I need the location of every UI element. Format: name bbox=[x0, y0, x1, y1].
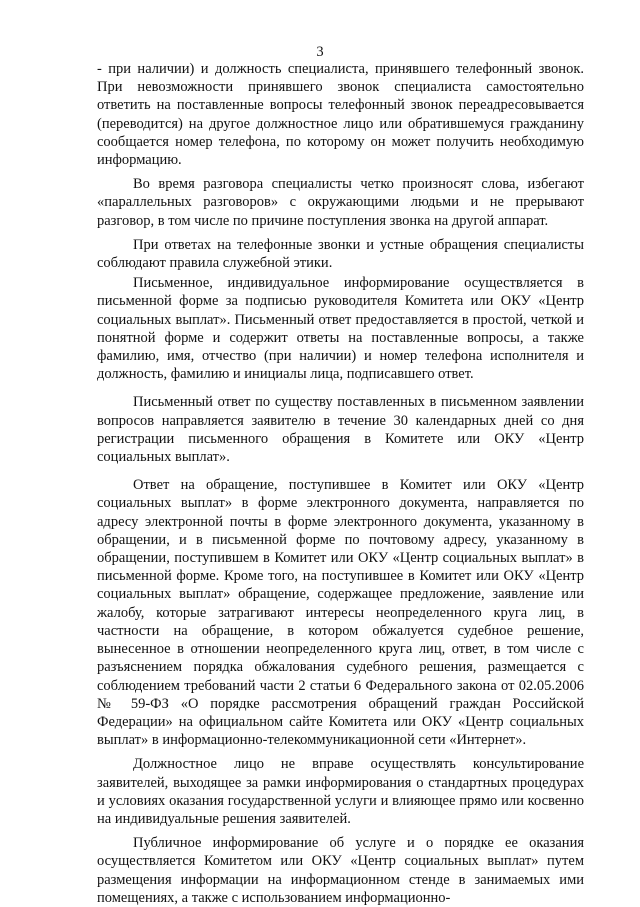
paragraph-consulting-limits: Должностное лицо не вправе осуществлять консультирование заявителей, выходящее за рамки информирования о стандартных процедурах и условиях оказания государственной услуги и влияющее прямо или косвенно на индивидуальные решения заявителей. bbox=[97, 756, 584, 827]
paragraph-conversation-rules: Во время разговора специалисты четко произносят слова, избегают «параллельных разговоров» с окружающими людьми и не прерывают разговор, в том числе по причине поступления звонка на другой аппарат. bbox=[97, 176, 584, 229]
paragraph-written-answer-term: Письменный ответ по существу поставленных в письменном заявлении вопросов направляется заявителю в течение 30 календарных дней со дня регистрации письменного обращения в Комитете или ОКУ «Центр социальных выплат». bbox=[97, 394, 584, 466]
paragraph-service-ethics: При ответах на телефонные звонки и устные обращения специалисты соблюдают правила служебной этики. bbox=[97, 236, 584, 272]
paragraph-electronic-appeal-answer: Ответ на обращение, поступившее в Комитет или ОКУ «Центр социальных выплат» в форме электронного документа, направляется по адресу электронной почты в форме электронного документа, указанному в обращении, и в письменной форме по почтовому адресу, указанному в обращении, поступившем в Комитет или ОКУ «Центр социальных выплат» в письменной форме. Кроме того, на поступившее в Комитет или ОКУ «Центр социальных выплат» обращение, содержащее предложение, заявление или жалобу, которые затрагивают интересы неопределенного круга лиц, в частности на обращение, в котором обжалуется судебное решение, вынесенное в отношении неопределенного круга лиц, ответ, в том числе с разъяснением порядка обжалования судебного решения, размещается с соблюдением требований части 2 статьи 6 Федерального закона от 02.05.2006 № 59-ФЗ «О порядке рассмотрения обращений граждан Российской Федерации» на официальном сайте Комитета или ОКУ «Центр социальных выплат» в информационно-телекоммуникационной сети «Интернет». bbox=[97, 477, 584, 749]
page-number: 3 bbox=[316, 44, 324, 60]
paragraph-written-informing: Письменное, индивидуальное информирование осуществляется в письменной форме за подписью руководителя Комитета или ОКУ «Центр социальных выплат». Письменный ответ предоставляется в простой, четкой и понятной форме и содержит ответы на поставленные вопросы, а также фамилию, имя, отчество (при наличии) и номер телефона исполнителя и должность, фамилию и инициалы лица, подписавшего ответ. bbox=[97, 275, 584, 383]
document-body bbox=[97, 60, 584, 907]
paragraph-public-informing: Публичное информирование об услуге и о порядке ее оказания осуществляется Комитетом или ОКУ «Центр социальных выплат» путем размещения информации на информационном стенде в занимаемых ими помещениях, а также с использованием информационно- bbox=[97, 835, 584, 906]
paragraph-phone-call-continuation: - при наличии) и должность специалиста, принявшего телефонный звонок. При невозможности принявшего звонок специалиста самостоятельно ответить на поставленные вопросы телефонный звонок переадресовывается (переводится) на другое должностное лицо или обратившемуся гражданину сообщается номер телефона, по которому он может получить необходимую информацию. bbox=[97, 61, 584, 169]
